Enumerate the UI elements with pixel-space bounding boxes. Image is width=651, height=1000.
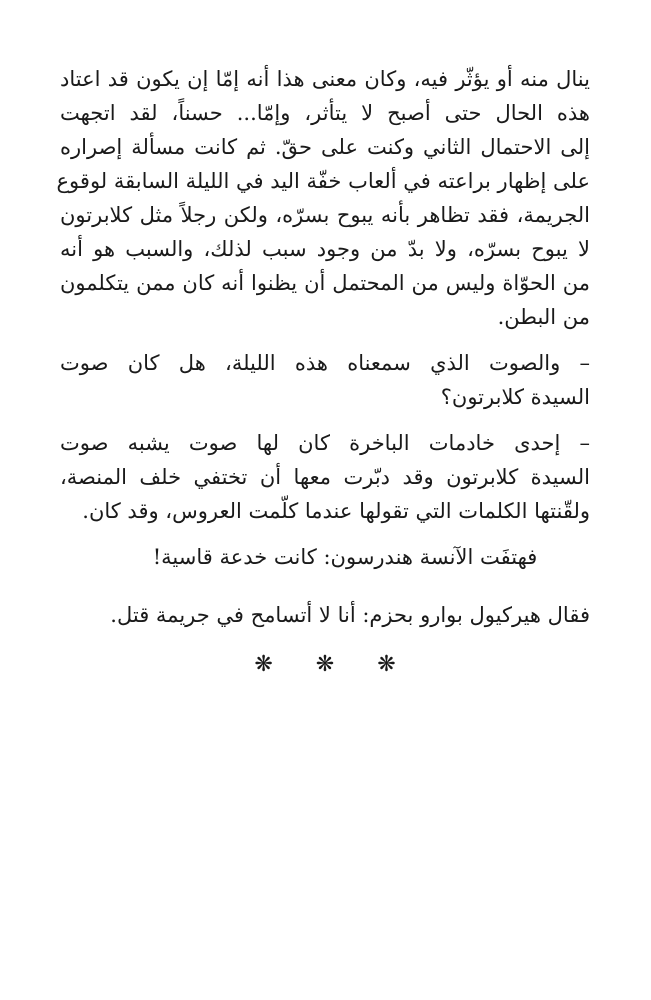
exclamation-line: فهتفَت الآنسة هندرسون: كانت خدعة قاسية!: [152, 545, 538, 569]
text-line: – إحدى خادمات الباخرة كان لها صوت يشبه صوت: [60, 431, 590, 455]
paragraph-explanation: [56, 62, 590, 334]
text-line: من الحوّاة وليس من المحتمل أن يظنوا أنه كان ممن يتكلمون: [60, 271, 590, 295]
text-line: السيدة كلابرتون؟: [440, 385, 590, 409]
paragraph-question: [60, 346, 590, 414]
text-line: الجريمة، فقد تظاهر بأنه يبوح بسرّه، ولكن رجلاً مثل كلابرتون: [60, 203, 590, 227]
text-line: – والصوت الذي سمعناه هذه الليلة، هل كان صوت: [60, 351, 590, 375]
section-separator: ❋ ❋ ❋: [254, 652, 414, 677]
text-line: ولقّنتها الكلمات التي تقولها عندما كلّمت العروس، وقد كان.: [82, 499, 590, 523]
text-line: ينال منه أو يؤثّر فيه، وكان معنى هذا أنه إمّا إن يكون قد اعتاد: [60, 67, 590, 91]
text-line: هذه الحال حتى أصبح لا يتأثر، وإمّا... حسناً، لقد اتجهت: [60, 101, 590, 125]
paragraph-answer: [60, 426, 590, 528]
text-line: من البطن.: [497, 305, 590, 329]
text-line: على إظهار براعته في ألعاب خفّة اليد في الليلة السابقة لوقوع: [56, 169, 590, 193]
text-line: السيدة كلابرتون وقد دبّرت معها أن تختفي خلف المنصة،: [60, 465, 590, 489]
book-page: [56, 62, 590, 677]
text-line: لا يبوح بسرّه، ولا بدّ من وجود سبب لذلك، والسبب هو أنه: [60, 237, 590, 261]
closing-line: فقال هيركيول بوارو بحزم: أنا لا أتسامح في جريمة قتل.: [110, 603, 590, 627]
text-line: إلى الاحتمال الثاني وكنت على حقّ. ثم كانت مسألة إصراره: [60, 135, 590, 159]
